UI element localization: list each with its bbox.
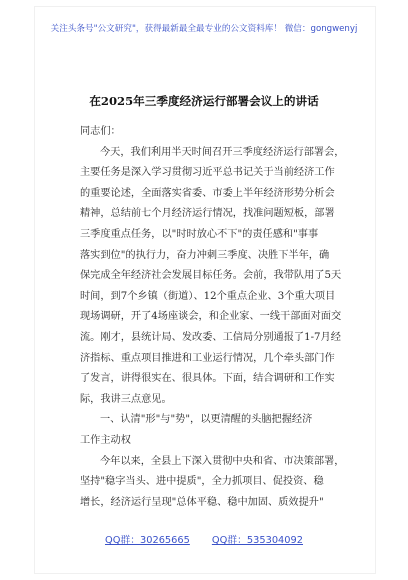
paragraph-line: 时间，到7个乡镇（街道）、12个重点企业、3个重大项目: [80, 290, 336, 302]
paragraph-line: 了发言，讲得很实在、很具体。下面，结合调研和工作实: [80, 373, 335, 385]
paragraph-line: 增长，经济运行呈现"总体平稳、稳中加固、质效提升": [80, 496, 324, 508]
paragraph-line: 精神，总结前七个月经济运行情况，找准问题短板，部署: [80, 208, 335, 220]
promo-banner: 关注头条号"公文研究"，获得最新最全最专业的公文资料库！ 微信：gongwenyj: [50, 24, 358, 34]
greeting: 同志们：: [80, 126, 121, 137]
paragraph-line: 落实到位"的执行力，奋力冲刺三季度、决胜下半年，确: [80, 249, 330, 261]
paragraph-line: 一、认清"形"与"势"，以更清醒的头脑把握经济: [100, 414, 313, 426]
paragraphs: [80, 143, 352, 514]
paragraph-line: 主要任务是深入学习贯彻习近平总书记关于当前经济工作: [80, 167, 335, 179]
paragraph-line: 三季度重点任务，以"时时放心不下"的责任感和"事事: [80, 228, 319, 240]
paragraph-line: 工作主动权: [80, 434, 131, 446]
paragraph-line: 际，我讲三点意见。: [80, 393, 172, 405]
paragraph-line: 今年以来，全县上下深入贯彻中央和省、市决策部署，: [100, 455, 345, 467]
paragraph-line: 现场调研，开了4场座谈会，和企业家、一线干部面对面交: [80, 311, 342, 323]
paragraph-line: 保完成全年经济社会发展目标任务。会前，我带队用了5天: [80, 270, 342, 282]
document-body: [80, 122, 352, 513]
paragraph-line: 的重要论述，全面落实省委、市委上半年经济形势分析会: [80, 187, 335, 199]
footer: [0, 532, 408, 546]
paragraph-line: 流。刚才，县统计局、发改委、工信局分别通报了1-7月经: [80, 331, 341, 343]
paragraph-line: 济指标、重点项目推进和工业运行情况，几个牵头部门作: [80, 352, 335, 364]
document-title: 在2025年三季度经济运行部署会议上的讲话: [89, 94, 319, 108]
qq-group-link-1[interactable]: QQ群：30265665: [104, 535, 190, 546]
qq-group-link-2[interactable]: QQ群：535304092: [211, 535, 303, 546]
paragraph-line: 坚持"稳字当头、进中提质"，全力抓项目、促投资、稳: [80, 476, 324, 488]
paragraph-line: 今天，我们利用半天时间召开三季度经济运行部署会，: [100, 146, 345, 158]
